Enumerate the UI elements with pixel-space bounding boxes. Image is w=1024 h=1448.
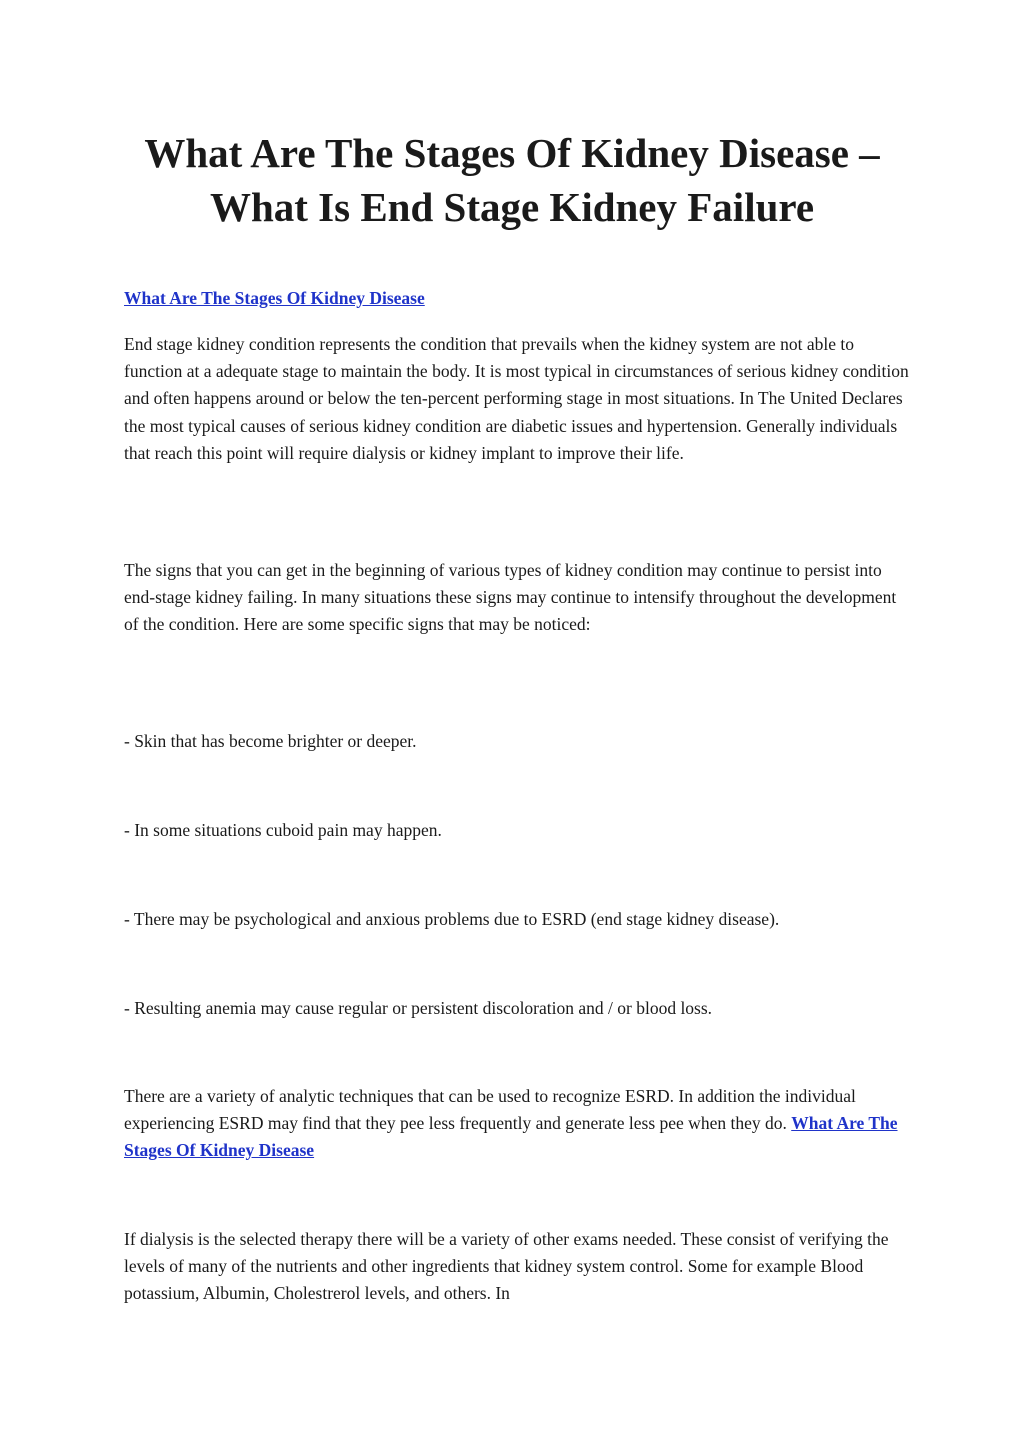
heading-link-block [124, 285, 914, 312]
list-item-pain: - In some situations cuboid pain may happen. [124, 820, 442, 840]
paragraph-diagnosis-text: There are a variety of analytic techniques that can be used to recognize ESRD. In addition the individual experiencing ESRD may find that they pee less frequently and generate less pee when they do. [124, 1086, 856, 1134]
page-title [100, 126, 924, 234]
stages-inline-link[interactable]: What Are The Stages Of Kidney Disease [124, 1113, 898, 1161]
paragraph-intro: End stage kidney condition represents the condition that prevails when the kidney system are not able to function at a adequate stage to maintain the body. It is most typical in circumstances of serious kidney condition and often happens around or below the ten-percent performing stage in most situations. In The United Declares the most typical causes of serious kidney condition are diabetic issues and hypertension. Generally individuals that reach this point will require dialysis or kidney implant to improve their life. [124, 334, 909, 463]
paragraph-dialysis: If dialysis is the selected therapy there will be a variety of other exams needed. These consist of verifying the levels of many of the nutrients and other ingredients that kidney system control. Some for example Blood potassium, Albumin, Cholestrerol levels, and others. In [124, 1229, 889, 1304]
paragraph-signs: The signs that you can get in the beginning of various types of kidney condition may continue to persist into end-stage kidney failing. In many situations these signs may continue to intensify throughout the development of the condition. Here are some specific signs that may be noticed: [124, 560, 897, 635]
list-item-anemia: - Resulting anemia may cause regular or persistent discoloration and / or blood loss. [124, 998, 713, 1018]
title-line-2: What Is End Stage Kidney Failure [209, 184, 815, 230]
list-item-psychological: - There may be psychological and anxious problems due to ESRD (end stage kidney disease). [124, 909, 780, 929]
paragraph-diagnosis [124, 1083, 914, 1165]
title-line-1: What Are The Stages Of Kidney Disease – [144, 130, 880, 176]
list-item-skin: - Skin that has become brighter or deeper. [124, 731, 417, 751]
stages-heading-link[interactable]: What Are The Stages Of Kidney Disease [124, 288, 425, 308]
